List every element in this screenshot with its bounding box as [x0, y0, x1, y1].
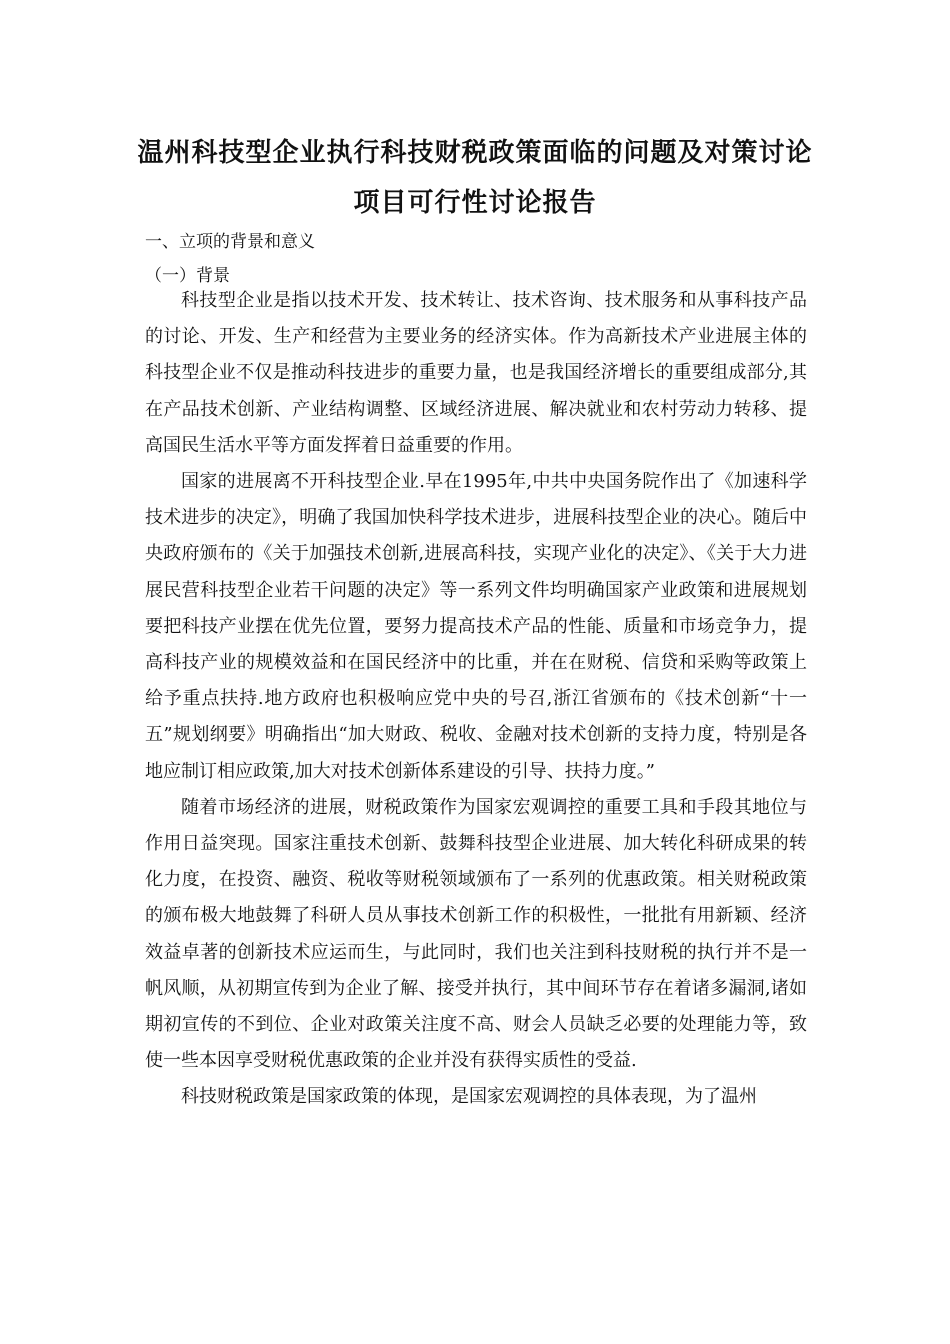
document-subtitle: 项目可行性讨论报告	[353, 188, 597, 218]
paragraph: 科技财税政策是国家政策的体现，是国家宏观调控的具体表现，为了温州	[181, 1086, 757, 1108]
document-body	[145, 283, 807, 1116]
document-title: 温州科技型企业执行科技财税政策面临的问题及对策讨论	[137, 138, 813, 168]
paragraph: 科技型企业是指以技术开发、技术转让、技术咨询、技术服务和从事科技产品的讨论、开发、生产和经营为主要业务的经济实体。作为高新技术产业进展主体的科技型企业不仅是推动科技进步的重要力量，也是我国经济增长的重要组成部分,其在产品技术创新、产业结构调整、区域经济进展、解决就业和农村劳动力转移、提高国民生活水平等方面发挥着日益重要的作用。	[145, 290, 807, 456]
subsection-heading: （一）背景	[145, 266, 230, 286]
section-heading: 一、立项的背景和意义	[145, 232, 315, 252]
paragraph: 国家的进展离不开科技型企业.早在1995年,中共中央国务院作出了《加速科学技术进步的决定》，明确了我国加快科学技术进步，进展科技型企业的决心。随后中央政府颁布的《关于加强技术创新,进展高科技，实现产业化的决定》、《关于大力进展民营科技型企业若干问题的决定》等一系列文件均明确国家产业政策和进展规划要把科技产业摆在优先位置，要努力提高技术产品的性能、质量和市场竞争力，提高科技产业的规模效益和在国民经济中的比重，并在在财税、信贷和采购等政策上给予重点扶持.地方政府也积极响应党中央的号召,浙江省颁布的《技术创新“十一五”规划纲要》明确指出“加大财政、税收、金融对技术创新的支持力度，特别是各地应制订相应政策,加大对技术创新体系建设的引导、扶持力度。”	[145, 471, 807, 782]
paragraph: 随着市场经济的进展，财税政策作为国家宏观调控的重要工具和手段其地位与作用日益突现。国家注重技术创新、鼓舞科技型企业进展、加大转化科研成果的转化力度，在投资、融资、税收等财税领域颁布了一系列的优惠政策。相关财税政策的颁布极大地鼓舞了科研人员从事技术创新工作的积极性，一批批有用新颖、经济效益卓著的创新技术应运而生，与此同时，我们也关注到科技财税的执行并不是一帆风顺，从初期宣传到为企业了解、接受并执行，其中间环节存在着诸多漏洞,诸如期初宣传的不到位、企业对政策关注度不高、财会人员缺乏必要的处理能力等，致使一些本因享受财税优惠政策的企业并没有获得实质性的受益.	[145, 796, 807, 1072]
